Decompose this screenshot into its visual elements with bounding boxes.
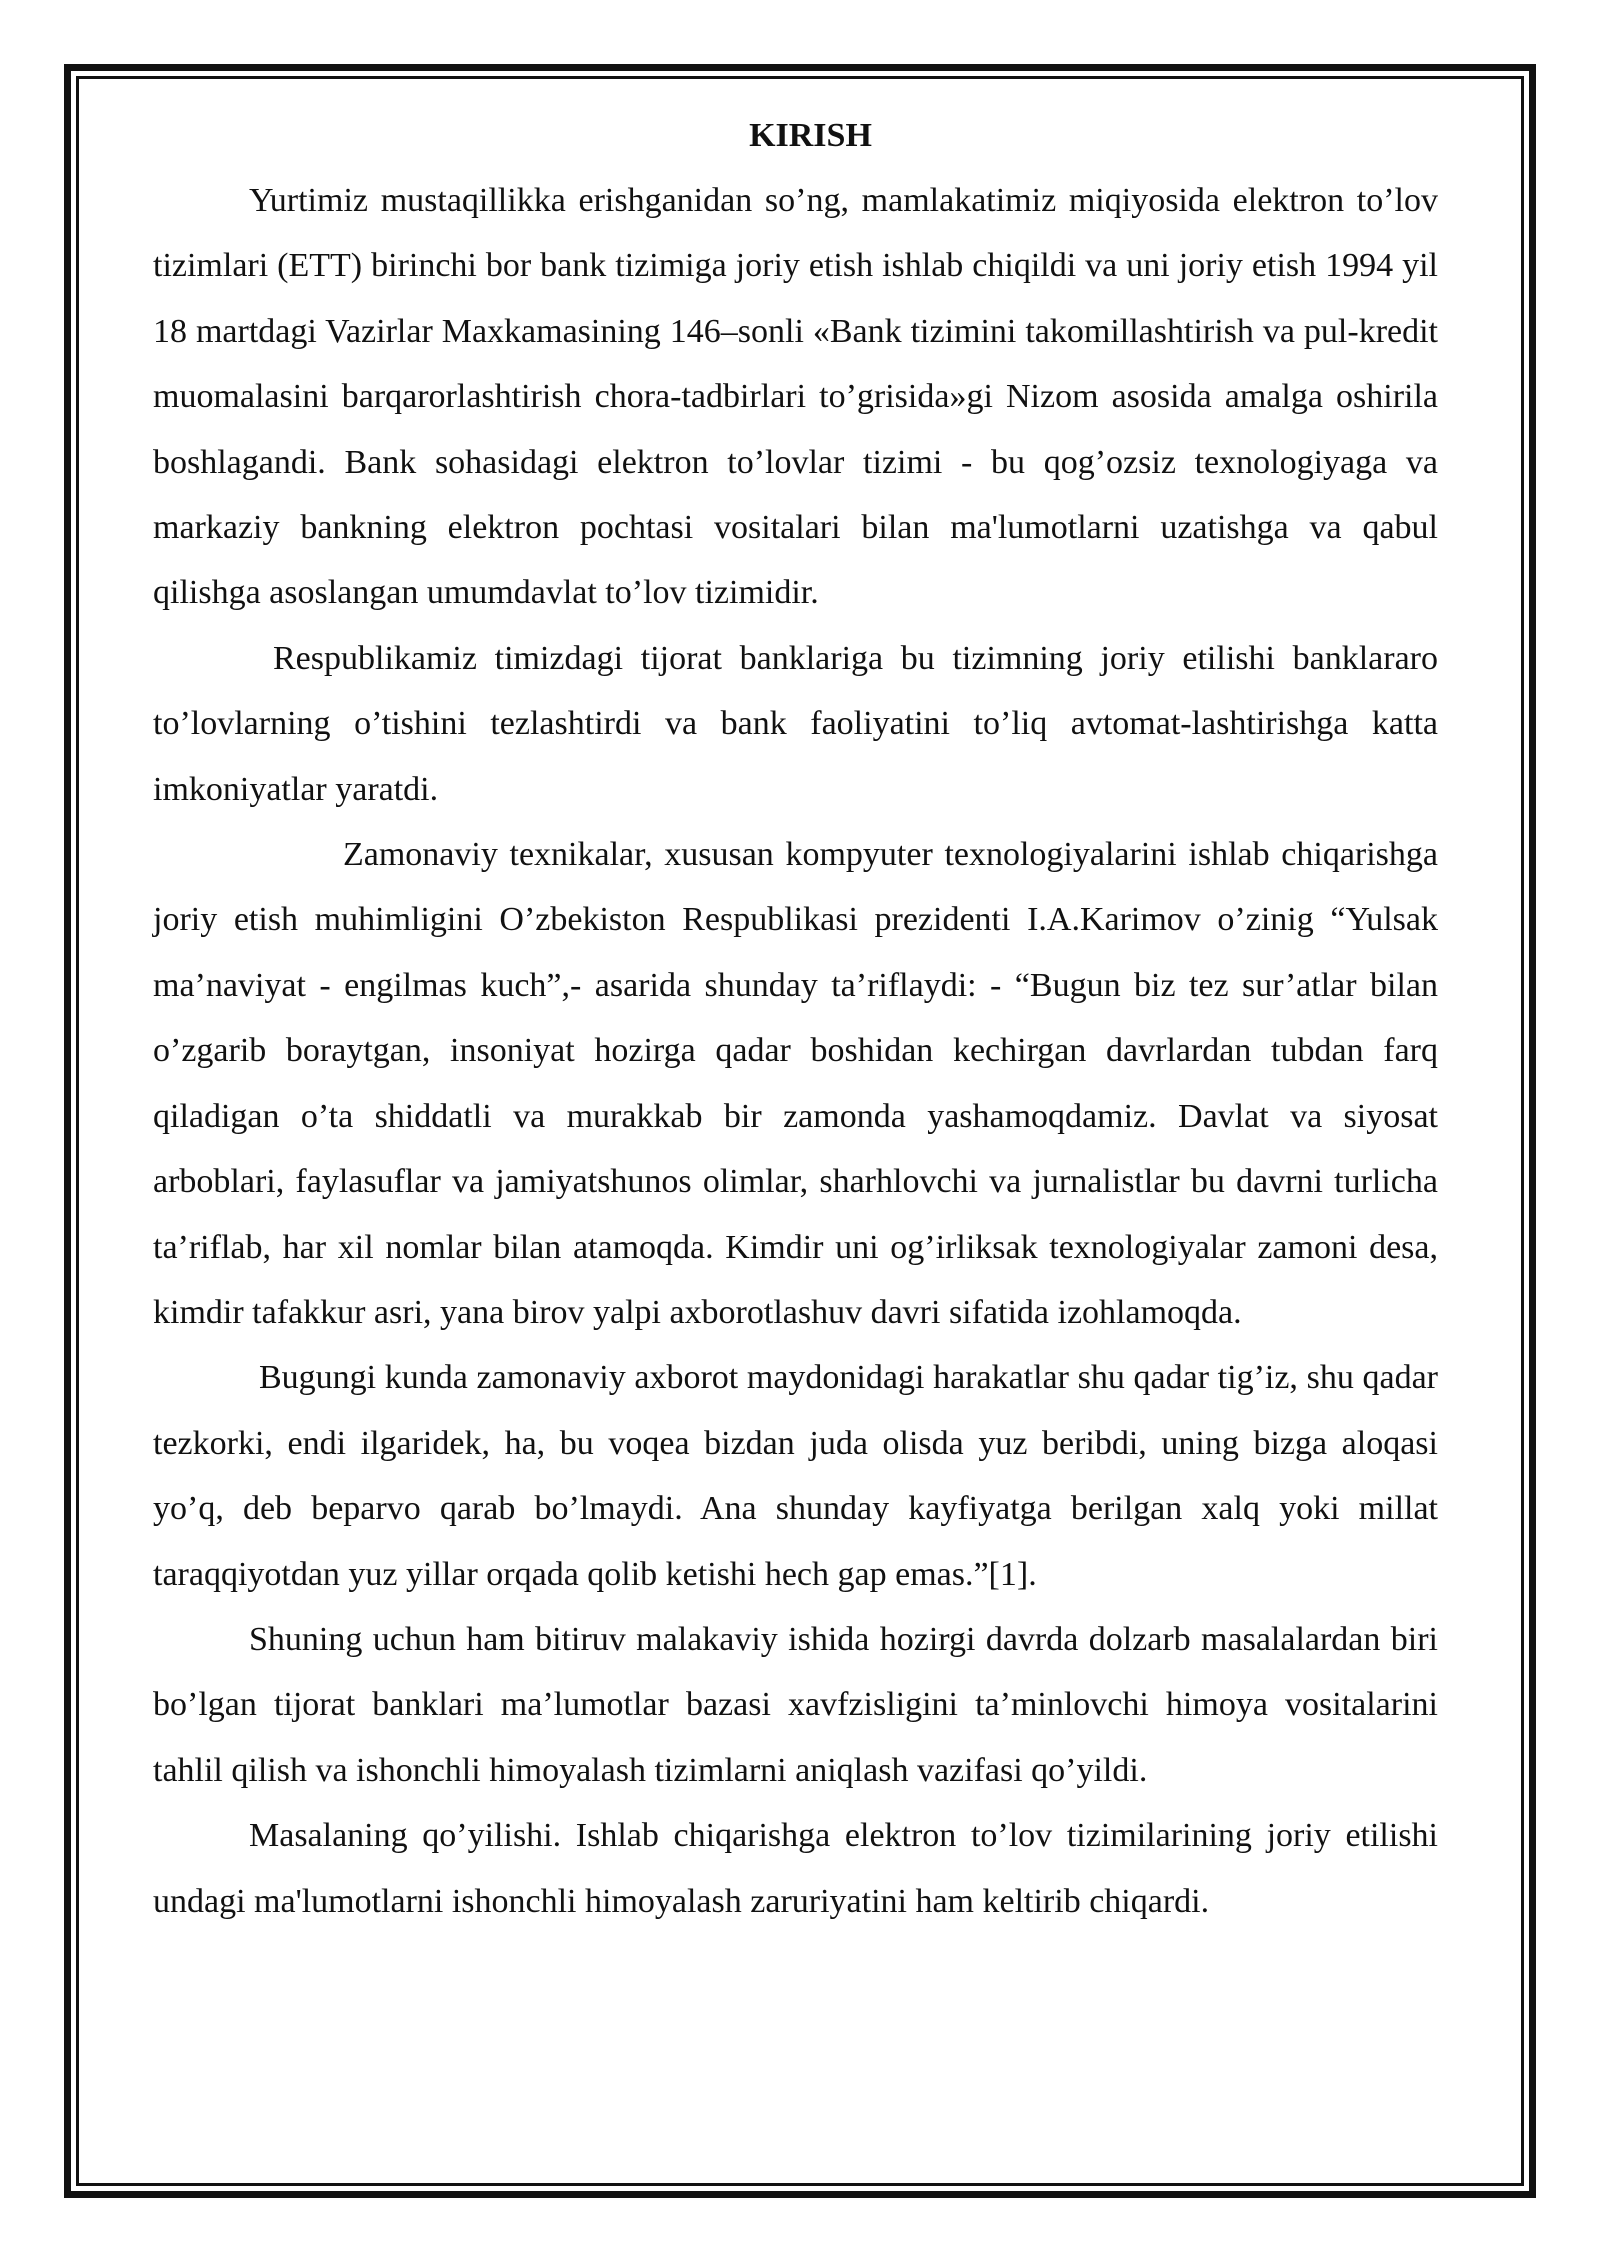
paragraph-6: Masalaning qo’yilishi. Ishlab chiqarishga elektron to’lov tizimilarining joriy etilishi undagi ma'lumotlarni ishonchli himoyalash zaruriyatini ham keltirib chiqardi. <box>153 1817 1438 1920</box>
paragraph-1: Yurtimiz mustaqillikka erishganidan so’ng, mamlakatimiz miqiyosida elektron to’lov tizimlari (ETT) birinchi bor bank tizimiga joriy etish ishlab chiqildi va uni joriy etish 1994 yil 18 martdagi Vazirlar Maxkamasining 146–sonli «Bank tizimini takomillashtirish va pul-kredit muomalasini barqarorlashtirish chora-tadbirlari to’grisida»gi Nizom asosida amalga oshirila boshlagandi. Bank sohasidagi elektron to’lovlar tizimi - bu qog’ozsiz texnologiyaga va markaziy bankning elektron pochtasi vositalari bilan ma'lumotlarni uzatishga va qabul qilishga asoslangan umumdavlat to’lov tizimidir. <box>153 182 1438 612</box>
page-title: KIRISH <box>749 117 872 154</box>
document-body <box>153 112 1438 1934</box>
paragraph-4: Bugungi kunda zamonaviy axborot maydonidagi harakatlar shu qadar tig’iz, shu qadar tezkorki, endi ilgaridek, ha, bu voqea bizdan juda olisda yuz beribdi, uning bizga aloqasi yo’q, deb beparvo qarab bo’lmaydi. Ana shunday kayfiyatga berilgan xalq yoki millat taraqqiyotdan yuz yillar orqada qolib ketishi hech gap emas.”[1]. <box>153 1359 1438 1593</box>
paragraph-5: Shuning uchun ham bitiruv malakaviy ishida hozirgi davrda dolzarb masalalardan biri bo’lgan tijorat banklari ma’lumotlar bazasi xavfzisligini ta’minlovchi himoya vositalarini tahlil qilish va ishonchli himoyalash tizimlarni aniqlash vazifasi qo’yildi. <box>153 1620 1438 1789</box>
paragraph-2: Respublikamiz timizdagi tijorat banklariga bu tizimning joriy etilishi banklararo to’lovlarning o’tishini tezlashtirdi va bank faoliyatini to’liq avtomat-lashtirishga katta imkoniyatlar yaratdi. <box>153 639 1438 808</box>
paragraph-3: Zamonaviy texnikalar, xususan kompyuter texnologiyalarini ishlab chiqarishga joriy etish muhimligini O’zbekiston Respublikasi prezidenti I.A.Karimov o’zinig “Yulsak ma’naviyat - engilmas kuch”,- asarida shunday ta’riflaydi: - “Bugun biz tez sur’atlar bilan o’zgarib boraytgan, insoniyat hozirga qadar boshidan kechirgan davrlardan tubdan farq qiladigan o’ta shiddatli va murakkab bir zamonda yashamoqdamiz. Davlat va siyosat arboblari, faylasuflar va jamiyatshunos olimlar, sharhlovchi va jurnalistlar bu davrni turlicha ta’riflab, har xil nomlar bilan atamoqda. Kimdir uni og’irliksak texnologiyalar zamoni desa, kimdir tafakkur asri, yana birov yalpi axborotlashuv davri sifatida izohlamoqda. <box>153 836 1438 1331</box>
